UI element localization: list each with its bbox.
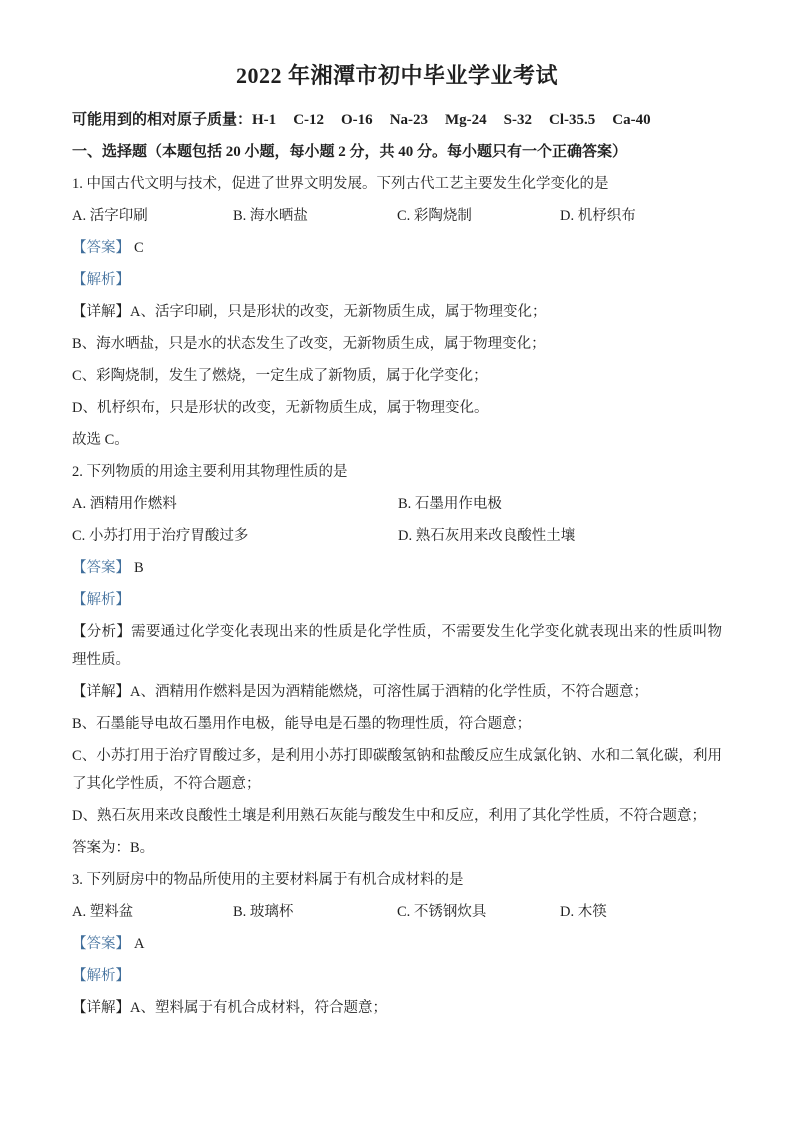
explanation-paragraph: 【详解】A、酒精用作燃料是因为酒精能燃烧，可溶性属于酒精的化学性质，不符合题意；	[72, 684, 648, 700]
question-block-3	[72, 866, 722, 1022]
answer-tag: 【答案】	[72, 240, 130, 256]
answer-line	[72, 234, 722, 262]
option-b: B. 海水晒盐	[233, 208, 308, 224]
option-a: A. 塑料盆	[72, 904, 134, 920]
options-row	[72, 898, 722, 926]
atomic-mass-line	[72, 106, 722, 134]
explanation-paragraph: 【分析】需要通过化学变化表现出来的性质是化学性质，不需要发生化学变化就表现出来的性质叫物理性质。	[72, 624, 722, 668]
explanation-paragraph: 答案为：B。	[72, 840, 155, 856]
explanation-paragraph: C、小苏打用于治疗胃酸过多，是利用小苏打即碳酸氢钠和盐酸反应生成氯化钠、水和二氧化碳，利用了其化学性质，不符合题意；	[72, 748, 722, 792]
atomic-mass-token: Na-23	[389, 112, 429, 128]
options-row	[72, 522, 722, 550]
option-b: B. 石墨用作电极	[398, 496, 502, 512]
atomic-mass-token: Mg-24	[445, 112, 487, 128]
explanation-paragraph: B、海水晒盐，只是水的状态发生了改变，无新物质生成，属于物理变化；	[72, 336, 546, 352]
option-a: A. 活字印刷	[72, 208, 148, 224]
analysis-tag: 【解析】	[72, 968, 130, 984]
explanation-paragraph: D、机杼织布，只是形状的改变，无新物质生成，属于物理变化。	[72, 400, 489, 416]
atomic-mass-token: C-12	[293, 112, 325, 128]
answer-value: A	[134, 936, 145, 952]
explanation-paragraph: 故选 C。	[72, 432, 129, 448]
question-block-2	[72, 458, 722, 862]
atomic-mass-token: O-16	[341, 112, 373, 128]
question-stem: 3. 下列厨房中的物品所使用的主要材料属于有机合成材料的是	[72, 872, 464, 888]
option-c: C. 小苏打用于治疗胃酸过多	[72, 528, 249, 544]
option-d: D. 机杼织布	[560, 208, 636, 224]
atomic-mass-token: H-1	[252, 112, 277, 128]
atomic-mass-token: Ca-40	[612, 112, 651, 128]
answer-value: B	[134, 560, 144, 576]
explanation-paragraph: 【详解】A、活字印刷，只是形状的改变，无新物质生成，属于物理变化；	[72, 304, 547, 320]
answer-tag: 【答案】	[72, 560, 130, 576]
atomic-mass-prefix: 可能用到的相对原子质量：	[72, 112, 253, 128]
explanation-paragraph: B、石墨能导电故石墨用作电极，能导电是石墨的物理性质，符合题意；	[72, 716, 532, 732]
explanation-paragraph: 【详解】A、塑料属于有机合成材料，符合题意；	[72, 1000, 387, 1016]
analysis-line	[72, 962, 722, 990]
atomic-mass-token: Cl-35.5	[549, 112, 596, 128]
option-d: D. 木筷	[560, 904, 607, 920]
answer-tag: 【答案】	[72, 936, 130, 952]
question-stem: 2. 下列物质的用途主要利用其物理性质的是	[72, 464, 348, 480]
option-d: D. 熟石灰用来改良酸性土壤	[398, 528, 576, 544]
options-row	[72, 490, 722, 518]
question-block-1	[72, 170, 722, 454]
answer-line	[72, 930, 722, 958]
options-row	[72, 202, 722, 230]
option-a: A. 酒精用作燃料	[72, 496, 177, 512]
answer-value: C	[134, 240, 144, 256]
explanation-paragraph: D、熟石灰用来改良酸性土壤是利用熟石灰能与酸发生中和反应，利用了其化学性质，不符合题意；	[72, 808, 706, 824]
question-stem: 1. 中国古代文明与技术，促进了世界文明发展。下列古代工艺主要发生化学变化的是	[72, 176, 609, 192]
page-title: 2022 年湘潭市初中毕业学业考试	[235, 63, 558, 88]
option-c: C. 不锈钢炊具	[397, 904, 487, 920]
explanation-paragraph: C、彩陶烧制，发生了燃烧，一定生成了新物质，属于化学变化；	[72, 368, 488, 384]
option-b: B. 玻璃杯	[233, 904, 294, 920]
analysis-line	[72, 266, 722, 294]
analysis-tag: 【解析】	[72, 592, 130, 608]
analysis-line	[72, 586, 722, 614]
analysis-tag: 【解析】	[72, 272, 130, 288]
option-c: C. 彩陶烧制	[397, 208, 472, 224]
atomic-mass-token: S-32	[503, 112, 533, 128]
section-heading: 一、选择题（本题包括 20 小题，每小题 2 分，共 40 分。每小题只有一个正确答案）	[72, 144, 628, 160]
answer-line	[72, 554, 722, 582]
